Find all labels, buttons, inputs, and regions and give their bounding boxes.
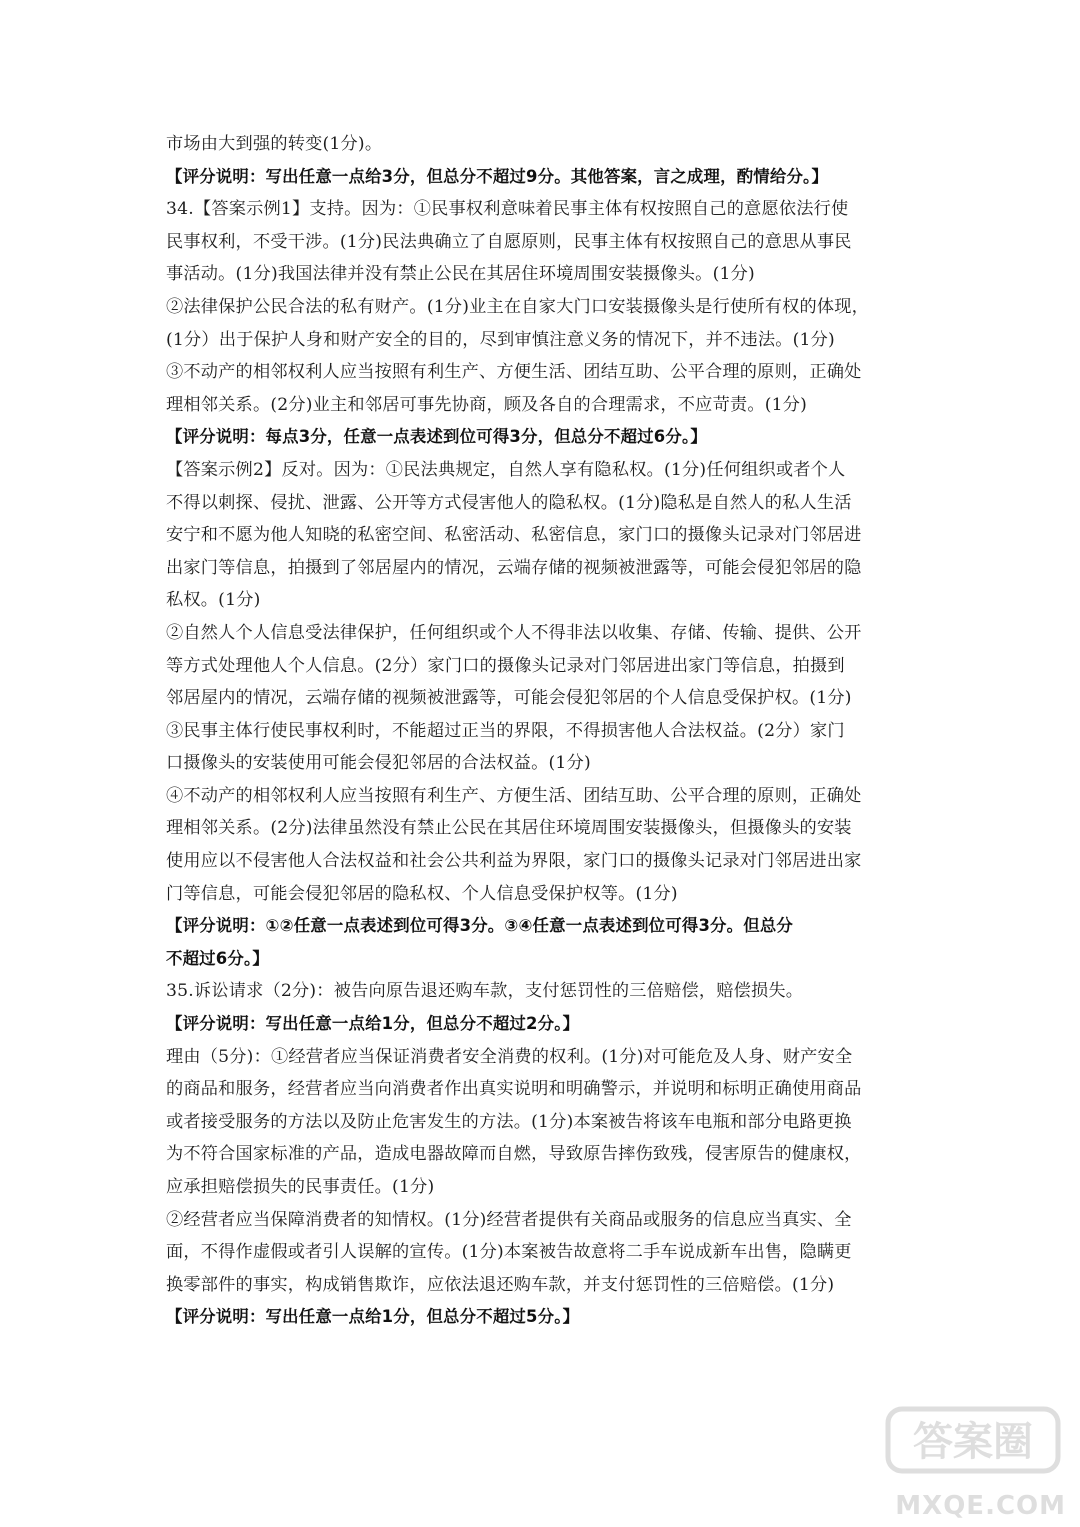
answer-text-line: 不得以刺探、侵扰、泄露、公开等方式侵害他人的隐私权。(1分)隐私是自然人的私人生活 [166,492,852,513]
answer-text-line: 面，不得作虚假或者引人误解的宣传。(1分)本案被告故意将二手车说成新车出售，隐瞒更 [166,1242,852,1263]
scoring-note-line: 【评分说明：写出任意一点给1分，但总分不超过5分。】 [166,1307,580,1327]
answer-text-line: (1分）出于保护人身和财产安全的目的，尽到审慎注意义务的情况下，并不违法。(1分) [166,329,835,350]
answer-text-line: 理由（5分)：①经营者应当保证消费者安全消费的权利。(1分)对可能危及人身、财产安全 [166,1046,853,1067]
answer-text-line: 35.诉讼请求（2分)：被告向原告退还购车款，支付惩罚性的三倍赔偿，赔偿损失。 [166,981,804,1002]
answer-text-line: 的商品和服务，经营者应当向消费者作出真实说明和明确警示，并说明和标明正确使用商品 [166,1079,862,1100]
answer-text-line: ②经营者应当保障消费者的知情权。(1分)经营者提供有关商品或服务的信息应当真实、全 [166,1209,852,1230]
answer-text-line: 换零部件的事实，构成销售欺诈，应依法退还购车款，并支付惩罚性的三倍赔偿。(1分) [166,1274,835,1295]
watermark-site: MXQE.COM [895,1491,1066,1521]
answer-text-line: 理相邻关系。(2分)法律虽然没有禁止公民在其居住环境周围安装摄像头，但摄像头的安装 [166,818,852,839]
scoring-note-line: 【评分说明：每点3分，任意一点表述到位可得3分，但总分不超过6分。】 [166,427,707,447]
answer-text-line: 为不符合国家标准的产品，造成电器故障而自燃，导致原告摔伤致残，侵害原告的健康权， [166,1144,862,1165]
answer-text-line: 安宁和不愿为他人知晓的私密空间、私密活动、私密信息，家门口的摄像头记录对门邻居进 [166,525,862,546]
answer-text-line: 私权。(1分) [166,590,261,611]
scoring-note-line: 【评分说明：①②任意一点表述到位可得3分。③④任意一点表述到位可得3分。但总分 [166,916,794,936]
answer-text-line: 使用应以不侵害他人合法权益和社会公共利益为界限，家门口的摄像头记录对门邻居进出家 [166,851,862,872]
scoring-note-line: 【评分说明：写出任意一点给3分，但总分不超过9分。其他答案，言之成理，酌情给分。】 [166,166,829,186]
answer-text-line: 应承担赔偿损失的民事责任。(1分) [166,1177,435,1197]
answer-text-line: ③民事主体行使民事权利时，不能超过正当的界限，不得损害他人合法权益。(2分）家门 [166,720,845,741]
answer-text-line: ④不动产的相邻权利人应当按照有利生产、方便生活、团结互助、公平合理的原则，正确处 [166,785,862,806]
answer-text-line: ②法律保护公民合法的私有财产。(1分)业主在自家大门口安装摄像头是行使所有权的体现， [166,296,870,317]
answer-text-line: 口摄像头的安装使用可能会侵犯邻居的合法权益。(1分) [166,753,591,774]
answer-text-line: 邻居屋内的情况，云端存储的视频被泄露等，可能会侵犯邻居的个人信息受保护权。(1分) [166,688,852,709]
answer-text-line: 等方式处理他人个人信息。(2分）家门口的摄像头记录对门邻居进出家门等信息，拍摄到 [166,655,845,676]
answer-text-line: ②自然人个人信息受法律保护，任何组织或个人不得非法以收集、存储、传输、提供、公开 [166,622,862,643]
document-page [166,128,926,1334]
answer-text-line: 事活动。(1分)我国法律并没有禁止公民在其居住环境周围安装摄像头。(1分) [166,264,755,285]
answer-text-line: 34.【答案示例1】支持。因为：①民事权利意味着民事主体有权按照自己的意愿依法行使 [166,199,849,220]
answer-text-line: 理相邻关系。(2分)业主和邻居可事先协商，顾及各自的合理需求，不应苛责。(1分) [166,394,808,415]
svg-text:答案圈: 答案圈 [913,1419,1033,1465]
watermark [880,1403,1066,1521]
scoring-note-line: 不超过6分。】 [166,948,269,968]
answer-text-line: 【答案示例2】反对。因为：①民法典规定，自然人享有隐私权。(1分)任何组织或者个人 [166,459,846,480]
answer-text-line: 市场由大到强的转变(1分)。 [166,134,383,154]
answer-text-line: 或者接受服务的方法以及防止危害发生的方法。(1分)本案被告将该车电瓶和部分电路更换 [166,1111,852,1132]
answer-text-line: 出家门等信息，拍摄到了邻居屋内的情况，云端存储的视频被泄露等，可能会侵犯邻居的隐 [166,557,862,578]
watermark-logo-icon [880,1403,1066,1477]
answer-text-line: 门等信息，可能会侵犯邻居的隐私权、个人信息受保护权等。(1分) [166,883,678,904]
answer-text-line: 民事权利，不受干涉。(1分)民法典确立了自愿原则，民事主体有权按照自己的意思从事民 [166,231,852,252]
scoring-note-line: 【评分说明：写出任意一点给1分，但总分不超过2分。】 [166,1014,580,1034]
answer-text-line: ③不动产的相邻权利人应当按照有利生产、方便生活、团结互助、公平合理的原则，正确处 [166,362,862,383]
